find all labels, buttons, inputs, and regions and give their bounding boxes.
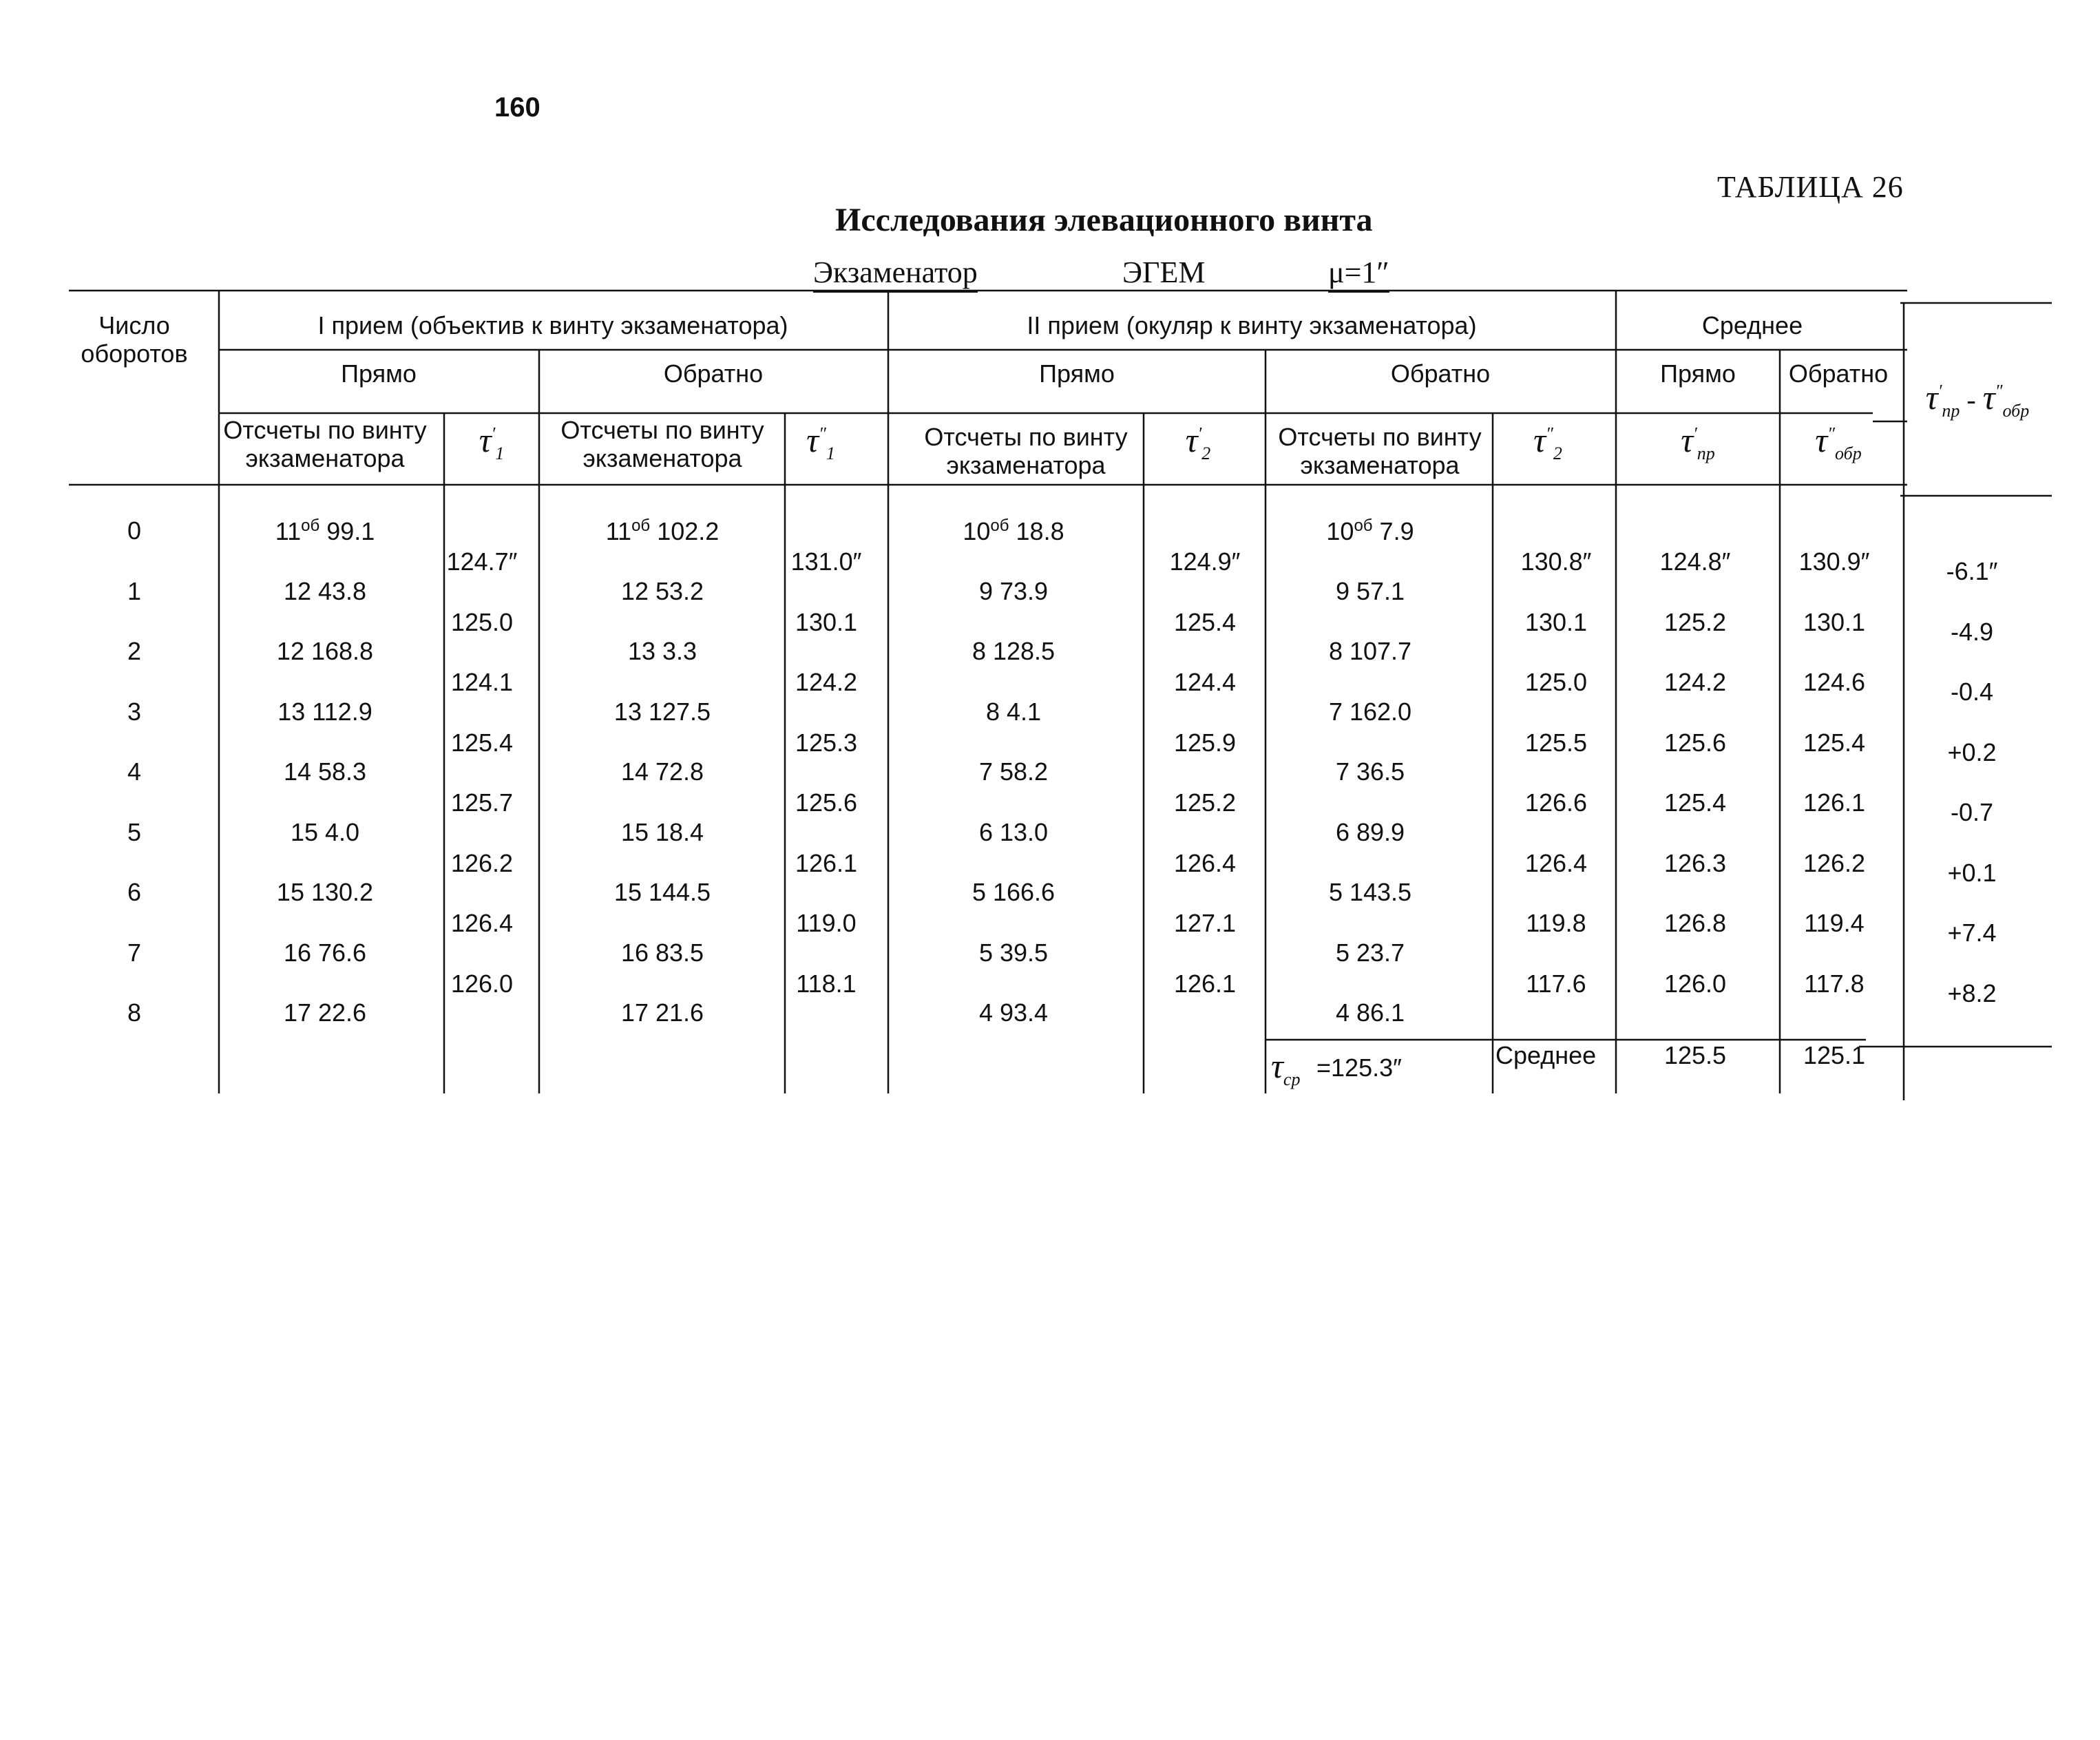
r1-direct-reading: 14 58.3 xyxy=(283,757,367,786)
mean-direct-value: 124.8″ xyxy=(1659,547,1731,576)
footer-mean-reverse: 125.1 xyxy=(1803,1041,1866,1069)
tau1-dprime-value: 126.1 xyxy=(795,848,858,877)
r1-direct-reading: 12 43.8 xyxy=(283,576,367,605)
tau2-dprime-value: 125.5 xyxy=(1524,728,1588,757)
r2-direct-reading: 8 4.1 xyxy=(985,697,1042,726)
r1-reverse-reading: 13 3.3 xyxy=(627,637,697,665)
tau2-prime-value: 124.9″ xyxy=(1169,547,1241,576)
r1-direct-reading: 17 22.6 xyxy=(283,998,367,1027)
tau-pr-symbol: $\tau'_{пр}$ xyxy=(1681,421,1715,463)
tau-cp-symbol: $\tau_{ср}$ xyxy=(1271,1047,1301,1089)
r2-direct-reading: 4 93.4 xyxy=(978,998,1049,1027)
instrument-name: ЭГЕМ xyxy=(1122,255,1206,289)
mean-direct-value: 124.2 xyxy=(1663,668,1727,696)
r2-reverse-reading: 6 89.9 xyxy=(1335,817,1405,846)
tau2-dprime-value: 130.8″ xyxy=(1520,547,1592,576)
r2-reverse-reading: 7 162.0 xyxy=(1328,697,1412,726)
header-reception-1: I прием (объектив к винту экзаменатора) xyxy=(317,311,788,339)
tau2-prime-value: 125.2 xyxy=(1173,788,1237,817)
r1-direct-reading-0: $11^{об}$ 99.1 xyxy=(275,516,375,545)
mean-reverse-value: 124.6 xyxy=(1803,668,1866,696)
mean-direct-value: 125.4 xyxy=(1663,788,1727,817)
header-r2-reverse: Обратно xyxy=(1390,359,1491,388)
r1-direct-reading: 16 76.6 xyxy=(283,938,367,967)
header-r1-reverse-readings: Отсчеты по винту экзаменатора xyxy=(560,416,764,473)
mean-reverse-value: 130.1 xyxy=(1803,607,1866,636)
turns-cell: 1 xyxy=(127,576,142,605)
tau1-prime-value: 126.2 xyxy=(450,848,514,877)
tau2-dprime-value: 126.6 xyxy=(1524,788,1588,817)
r2-direct-reading: 7 58.2 xyxy=(978,757,1049,786)
r2-reverse-reading-0: $10^{об}$ 7.9 xyxy=(1326,516,1414,545)
mean-reverse-value: 126.2 xyxy=(1803,848,1866,877)
r1-reverse-reading: 15 18.4 xyxy=(620,817,704,846)
difference-value: -0.7 xyxy=(1950,798,1994,826)
turns-cell: 0 xyxy=(127,516,142,545)
r1-reverse-reading: 14 72.8 xyxy=(620,757,704,786)
mean-reverse-value: 130.9″ xyxy=(1798,547,1870,576)
difference-value: +8.2 xyxy=(1947,978,1997,1007)
tau2-dprime-value: 126.4 xyxy=(1524,848,1588,877)
difference-value: -6.1″ xyxy=(1946,557,1998,585)
mu-value: μ=1″ xyxy=(1328,255,1389,293)
tau1-dprime-value: 125.6 xyxy=(795,788,858,817)
tau2-prime-symbol: $\tau'_2$ xyxy=(1185,421,1211,463)
tau1-prime-value: 124.1 xyxy=(450,668,514,696)
difference-value: +7.4 xyxy=(1947,919,1997,947)
mean-direct-value: 125.6 xyxy=(1663,728,1727,757)
tau1-prime-value: 125.4 xyxy=(450,728,514,757)
turns-cell: 8 xyxy=(127,998,142,1027)
mean-direct-value: 125.2 xyxy=(1663,607,1727,636)
difference-value: -4.9 xyxy=(1950,617,1994,646)
difference-value: +0.1 xyxy=(1947,858,1997,887)
header-turns: Число оборотов xyxy=(81,311,188,368)
tau2-prime-value: 125.9 xyxy=(1173,728,1237,757)
footer-mean-label: Среднее xyxy=(1495,1041,1597,1069)
mean-direct-value: 126.8 xyxy=(1663,909,1727,937)
tau1-dprime-value: 130.1 xyxy=(795,607,858,636)
tau1-dprime-value: 125.3 xyxy=(795,728,858,757)
tau-cp-value: =125.3″ xyxy=(1316,1054,1402,1082)
tau1-dprime-value: 124.2 xyxy=(795,668,858,696)
header-mean: Среднее xyxy=(1701,311,1803,339)
tau-obr-symbol: $\tau''_{обр}$ xyxy=(1815,421,1862,463)
mean-reverse-value: 126.1 xyxy=(1803,788,1866,817)
r2-reverse-reading: 4 86.1 xyxy=(1335,998,1405,1027)
header-mean-direct: Прямо xyxy=(1660,359,1736,388)
header-r1-direct-readings: Отсчеты по винту экзаменатора xyxy=(223,416,427,473)
r2-direct-reading-0: $10^{об}$ 18.8 xyxy=(963,516,1064,545)
r2-reverse-reading: 5 23.7 xyxy=(1335,938,1405,967)
mean-reverse-value: 119.4 xyxy=(1804,909,1865,937)
tau1-prime-symbol: $\tau'_1$ xyxy=(479,421,505,463)
r2-reverse-reading: 9 57.1 xyxy=(1335,576,1405,605)
page-number: 160 xyxy=(494,92,540,123)
r1-reverse-reading: 13 127.5 xyxy=(613,697,711,726)
r2-direct-reading: 5 166.6 xyxy=(972,878,1056,906)
header-r2-direct-readings: Отсчеты по винту экзаменатора xyxy=(924,423,1128,480)
r1-reverse-reading: 16 83.5 xyxy=(620,938,704,967)
turns-cell: 3 xyxy=(127,697,142,726)
tau1-dprime-value: 131.0″ xyxy=(790,547,862,576)
header-mean-reverse: Обратно xyxy=(1788,359,1889,388)
header-r2-direct: Прямо xyxy=(1039,359,1115,388)
header-r2-reverse-readings: Отсчеты по винту экзаменатора xyxy=(1278,423,1482,480)
r2-reverse-reading: 5 143.5 xyxy=(1328,878,1412,906)
turns-cell: 5 xyxy=(127,817,142,846)
mean-reverse-value: 125.4 xyxy=(1803,728,1866,757)
tau1-dprime-value: 118.1 xyxy=(796,969,857,998)
table-label: ТАБЛИЦА 26 xyxy=(1717,170,1904,204)
mean-reverse-value: 117.8 xyxy=(1804,969,1865,998)
r1-direct-reading: 12 168.8 xyxy=(276,637,374,665)
tau1-prime-value: 126.4 xyxy=(450,909,514,937)
tau1-prime-value: 125.0 xyxy=(450,607,514,636)
tau2-dprime-value: 117.6 xyxy=(1526,969,1586,998)
document-title: Исследования элевационного винта xyxy=(835,202,1373,238)
turns-cell: 7 xyxy=(127,938,142,967)
mean-direct-value: 126.0 xyxy=(1663,969,1727,998)
tau2-dprime-value: 119.8 xyxy=(1526,909,1586,937)
tau2-dprime-value: 130.1 xyxy=(1524,607,1588,636)
turns-cell: 4 xyxy=(127,757,142,786)
tau2-prime-value: 124.4 xyxy=(1173,668,1237,696)
tau1-prime-value: 126.0 xyxy=(450,969,514,998)
turns-cell: 6 xyxy=(127,878,142,906)
r1-direct-reading: 13 112.9 xyxy=(277,697,372,726)
header-r1-direct: Прямо xyxy=(341,359,417,388)
header-r1-reverse: Обратно xyxy=(663,359,764,388)
tau2-prime-value: 127.1 xyxy=(1173,909,1237,937)
header-reception-2: II прием (окуляр к винту экзаменатора) xyxy=(1027,311,1477,339)
tau1-dprime-symbol: $\tau''_1$ xyxy=(806,421,835,463)
r1-direct-reading: 15 4.0 xyxy=(290,817,360,846)
tau1-dprime-value: 119.0 xyxy=(796,909,857,937)
r2-direct-reading: 6 13.0 xyxy=(978,817,1049,846)
r1-reverse-reading: 17 21.6 xyxy=(620,998,704,1027)
tau2-dprime-symbol: $\tau''_2$ xyxy=(1533,421,1562,463)
tau1-prime-value: 124.7″ xyxy=(446,547,518,576)
r1-reverse-reading: 15 144.5 xyxy=(613,878,711,906)
examiner-label: Экзаменатор xyxy=(813,255,978,293)
mean-direct-value: 126.3 xyxy=(1663,848,1727,877)
r2-direct-reading: 8 128.5 xyxy=(972,637,1056,665)
r1-direct-reading: 15 130.2 xyxy=(276,878,374,906)
tau1-prime-value: 125.7 xyxy=(450,788,514,817)
tau2-prime-value: 126.4 xyxy=(1173,848,1237,877)
r2-reverse-reading: 7 36.5 xyxy=(1335,757,1405,786)
tau2-dprime-value: 125.0 xyxy=(1524,668,1588,696)
r2-direct-reading: 9 73.9 xyxy=(978,576,1049,605)
tau2-prime-value: 126.1 xyxy=(1173,969,1237,998)
tau-diff-symbol: $\tau'_{пр} - \tau''_{обр}$ xyxy=(1925,378,2030,421)
tau2-prime-value: 125.4 xyxy=(1173,607,1237,636)
turns-cell: 2 xyxy=(127,637,142,665)
r1-reverse-reading: 12 53.2 xyxy=(620,576,704,605)
r2-reverse-reading: 8 107.7 xyxy=(1328,637,1412,665)
r1-reverse-reading-0: $11^{об}$ 102.2 xyxy=(605,516,720,545)
difference-value: -0.4 xyxy=(1950,678,1994,706)
difference-value: +0.2 xyxy=(1947,737,1997,766)
footer-mean-direct: 125.5 xyxy=(1663,1041,1727,1069)
r2-direct-reading: 5 39.5 xyxy=(978,938,1049,967)
